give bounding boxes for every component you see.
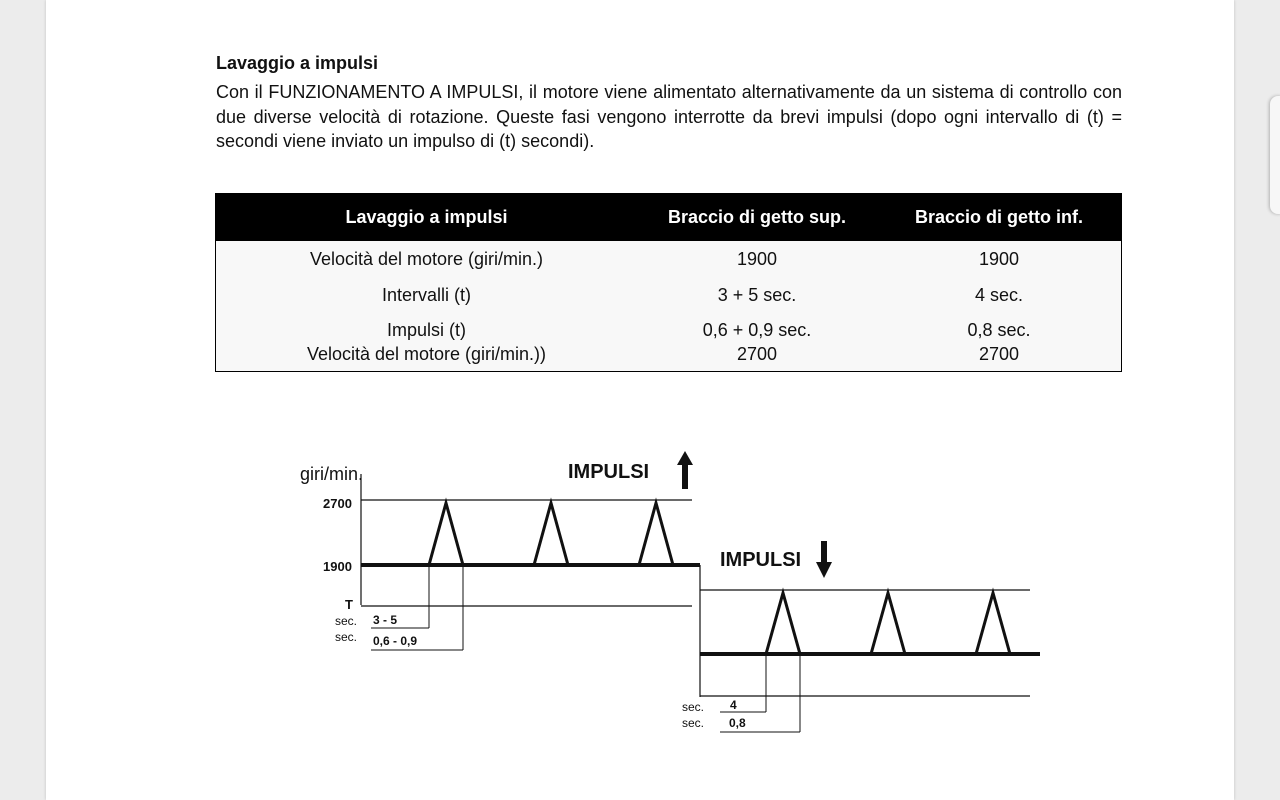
upper-pulse-2 (534, 503, 568, 565)
cell-line: 2700 (736, 344, 778, 364)
table-cell: 1900 (877, 241, 1122, 277)
lower-pulse-3 (976, 593, 1010, 654)
arrow-up-icon (677, 451, 693, 489)
upper-impulsi-title: IMPULSI (568, 461, 650, 483)
upper-pulse-value: 0,6 - 0,9 (373, 634, 418, 648)
table-cell: 4 sec. (877, 277, 1122, 313)
cell-line: Velocità del motore (giri/min.)) (306, 344, 547, 364)
upper-sec-label-1: sec. (335, 614, 358, 628)
lower-sec-label-2: sec. (682, 716, 705, 730)
cell-line: 2700 (978, 344, 1020, 364)
table-cell: Velocità del motore (giri/min.) (216, 241, 638, 277)
arrow-down-icon (816, 541, 832, 578)
table-cell: Intervalli (t) (216, 277, 638, 313)
y-axis-label: giri/min. (300, 464, 364, 484)
cell-line: Impulsi (t) (386, 320, 466, 340)
header-upper-arm: Braccio di getto sup. (637, 194, 877, 242)
section-heading: Lavaggio a impulsi (216, 53, 379, 73)
upper-pulse-1 (429, 503, 463, 565)
upper-interval-value: 3 - 5 (373, 613, 398, 627)
table-cell: 1900 (637, 241, 877, 277)
upper-pulse-3 (639, 503, 673, 565)
cell-line: 0,6 + 0,9 sec. (702, 320, 812, 340)
intro-paragraph: Con il FUNZIONAMENTO A IMPULSI, il motore viene alimentato alternativamente da un sistema di controllo con due diverse velocità di rotazione. Queste fasi vengono interrotte da brevi impulsi (dopo ogni intervallo di (t) = secondi viene inviato un impulso di (t) secondi). (216, 82, 1122, 151)
lower-sec-label-1: sec. (682, 700, 705, 714)
lower-pulse-2 (871, 593, 905, 654)
table-cell: 3 + 5 sec. (637, 277, 877, 313)
tick-t: T (345, 597, 353, 612)
cell-line: 0,8 sec. (967, 320, 1031, 340)
lower-pulse-1 (766, 593, 800, 654)
upper-sec-label-2: sec. (335, 630, 358, 644)
header-lower-arm: Braccio di getto inf. (877, 194, 1122, 242)
header-wash-type: Lavaggio a impulsi (216, 194, 638, 242)
lower-interval-value: 4 (730, 698, 737, 712)
tick-2700: 2700 (323, 496, 352, 511)
lower-pulse-value: 0,8 (729, 716, 746, 730)
tick-1900: 1900 (323, 559, 352, 574)
lower-impulsi-title: IMPULSI (720, 549, 802, 571)
